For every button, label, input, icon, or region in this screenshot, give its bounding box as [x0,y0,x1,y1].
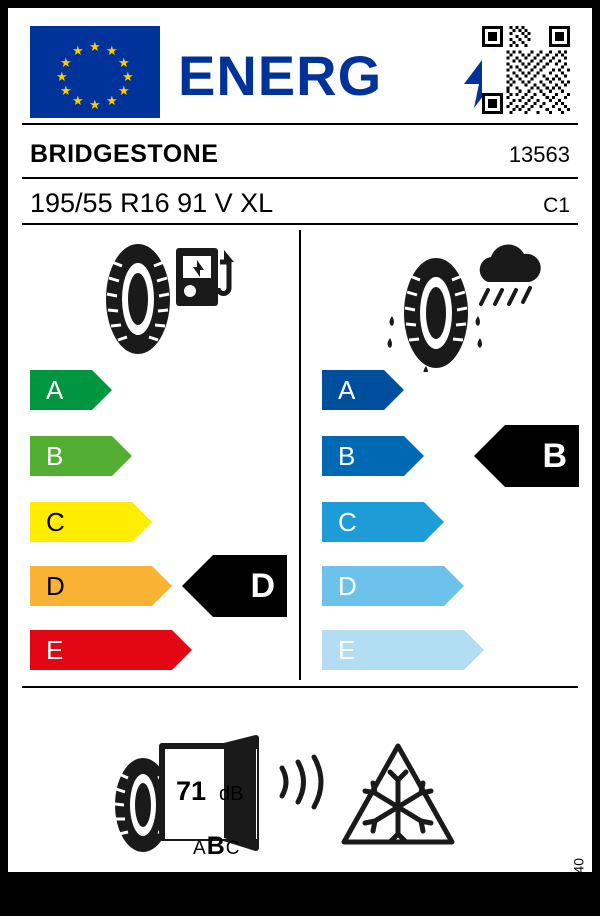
wet-grade-letter: C [338,507,357,537]
divider-vertical [299,230,301,680]
tyre-icon [88,240,188,358]
noise-class-current: B [206,832,226,860]
wet-grade-d [322,566,444,606]
wet-result-badge [505,425,579,487]
wet-grade-letter: B [338,441,356,471]
fuel-grade-letter: D [46,571,65,601]
fuel-grade-letter: B [46,441,64,471]
tyre-class-code: C1 [543,194,570,217]
noise-class-a: A [193,838,207,859]
wet-grade-a [322,370,384,410]
qr-code [482,26,570,114]
label-header [30,26,570,122]
noise-value: 71 [176,776,207,806]
noise-class-scale [193,832,240,861]
wet-grade-letter: E [338,635,356,665]
fuel-pump-icon [174,244,242,308]
wet-result-letter: B [542,436,567,475]
wet-grade-letter: A [338,375,356,405]
fuel-grade-letter: A [46,375,64,405]
noise-unit: dB [219,783,244,805]
fuel-grade-b [30,436,112,476]
divider-size [22,223,578,225]
fuel-grade-e [30,630,172,670]
regulation-reference: 2020/740 [570,858,586,916]
sound-waves-icon [276,752,332,812]
snowflake-mountain-icon [340,742,456,858]
wet-grade-b [322,436,404,476]
energy-wordmark: ENERG [178,44,383,107]
fuel-grade-letter: C [46,507,65,537]
divider-grades [22,686,578,688]
eu-flag: ★ ★ ★ ★ ★ ★ ★ ★ ★ ★ ★ ★ [30,26,160,118]
brand-name: BRIDGESTONE [30,140,219,168]
divider-header [22,123,578,125]
energy-label-card [8,8,592,916]
fuel-result-letter: D [250,566,275,605]
rain-cloud-icon [470,244,550,314]
type-code: 13563 [508,142,570,167]
noise-class-c: C [225,838,241,859]
divider-brand [22,177,578,179]
fuel-grade-c [30,502,132,542]
fuel-grade-letter: E [46,635,64,665]
fuel-result-badge [213,555,287,617]
fuel-grade-a [30,370,92,410]
wet-grade-c [322,502,424,542]
tyre-size: 195/55 R16 91 V XL [30,188,274,218]
wet-grade-letter: D [338,571,357,601]
wet-grade-e [322,630,464,670]
fuel-grade-d [30,566,152,606]
